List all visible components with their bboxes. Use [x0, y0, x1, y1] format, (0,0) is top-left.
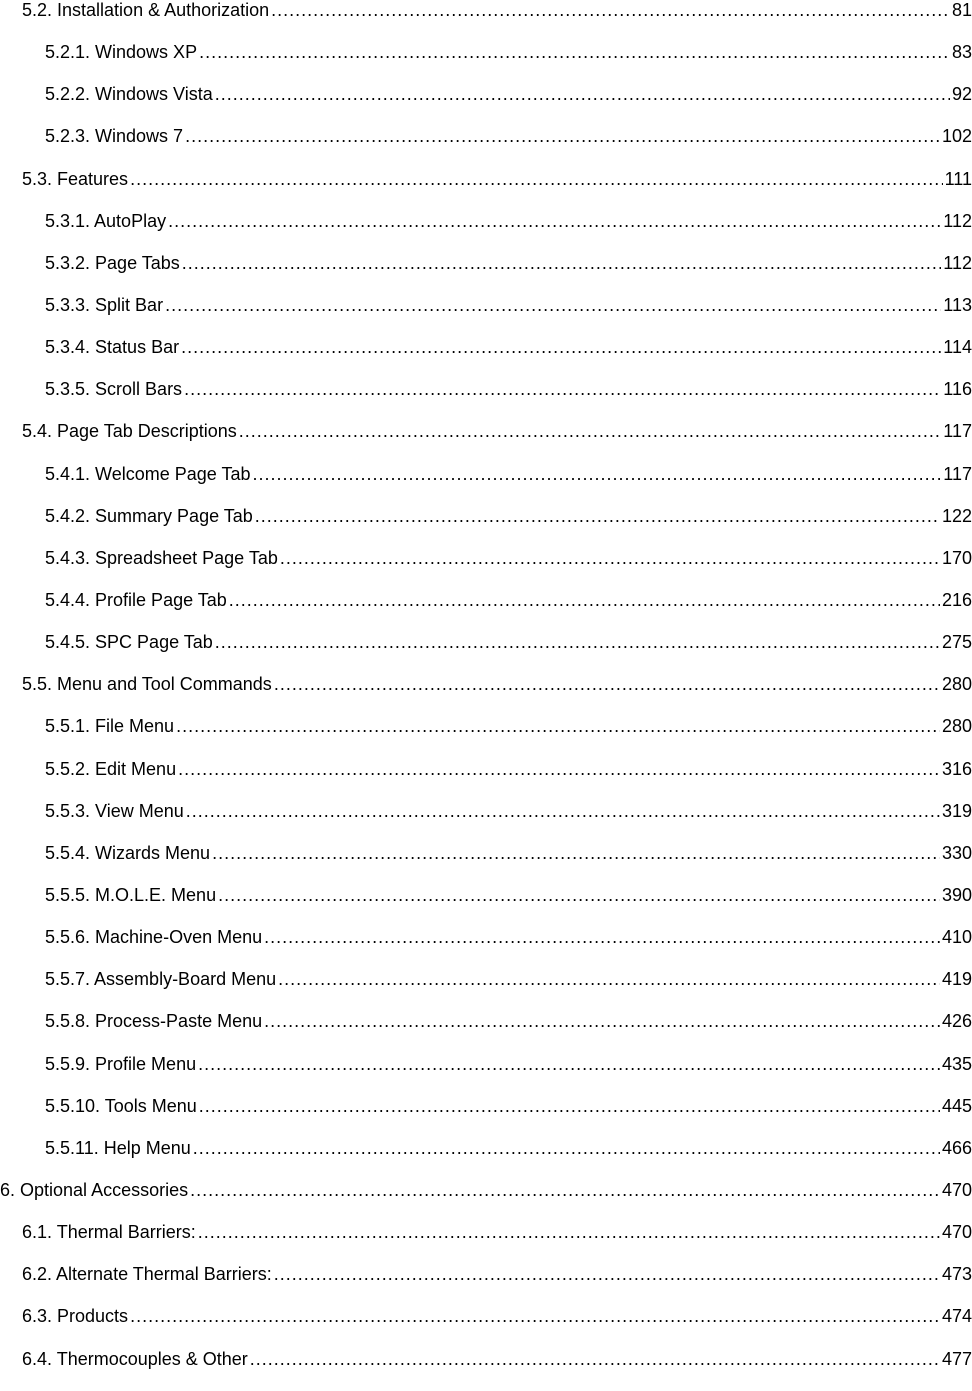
toc-entry-2[interactable] [0, 42, 972, 84]
toc-dot-leader [186, 801, 940, 821]
toc-dot-leader [182, 253, 942, 273]
toc-entry-title: 5.5.1. File Menu [45, 716, 175, 737]
toc-entry-title: 5.2.1. Windows XP [45, 42, 198, 63]
toc-page-number: 280 [941, 716, 972, 737]
toc-entry-24[interactable] [0, 969, 972, 1011]
toc-page-number: 116 [943, 379, 972, 400]
toc-page-number: 83 [951, 42, 972, 63]
toc-dot-leader [199, 1096, 940, 1116]
toc-page-number: 122 [941, 505, 972, 526]
toc-entry-title: 5.4.4. Profile Page Tab [45, 589, 227, 610]
toc-entry-title: 5.5.2. Edit Menu [45, 758, 177, 779]
toc-dot-leader [190, 1180, 940, 1200]
toc-entry-28[interactable] [0, 1138, 972, 1180]
toc-dot-leader [239, 421, 942, 441]
toc-dot-leader [130, 1306, 940, 1326]
toc-dot-leader [185, 126, 940, 146]
toc-page-number: 112 [943, 252, 972, 273]
toc-page-number: 419 [941, 969, 972, 990]
toc-entry-title: 5.2.2. Windows Vista [45, 84, 213, 105]
toc-entry-title: 5.5.8. Process-Paste Menu [45, 1011, 263, 1032]
toc-entry-title: 6.3. Products [22, 1306, 129, 1327]
toc-entry-title: 5.5.3. View Menu [45, 800, 184, 821]
toc-entry-title: 5.3.3. Split Bar [45, 294, 164, 315]
toc-dot-leader [255, 506, 940, 526]
toc-page-number: 216 [941, 589, 972, 610]
toc-page-number: 117 [943, 463, 972, 484]
toc-page-number: 445 [941, 1095, 972, 1116]
toc-entry-10[interactable] [0, 379, 972, 421]
toc-entry-title: 5.3.5. Scroll Bars [45, 379, 183, 400]
toc-dot-leader [130, 169, 943, 189]
toc-entry-29[interactable] [0, 1180, 972, 1222]
toc-entry-title: 5.3.4. Status Bar [45, 337, 180, 358]
toc-page-number: 390 [941, 884, 972, 905]
toc-entry-title: 6. Optional Accessories [0, 1179, 189, 1200]
toc-entry-3[interactable] [0, 84, 972, 126]
toc-dot-leader [178, 759, 940, 779]
toc-dot-leader [212, 843, 940, 863]
toc-entry-title: 5.3.1. AutoPlay [45, 210, 167, 231]
toc-page-number: 316 [941, 758, 972, 779]
toc-entry-5[interactable] [0, 169, 972, 211]
toc-dot-leader [165, 295, 941, 315]
toc-entry-20[interactable] [0, 801, 972, 843]
toc-entry-4[interactable] [0, 126, 972, 168]
toc-entry-9[interactable] [0, 337, 972, 379]
toc-page-number: 280 [941, 674, 972, 695]
toc-entry-title: 5.4. Page Tab Descriptions [22, 421, 237, 442]
toc-dot-leader [176, 716, 940, 736]
toc-entry-title: 5.5. Menu and Tool Commands [22, 674, 272, 695]
toc-page-number: 81 [951, 0, 972, 20]
toc-entry-title: 6.2. Alternate Thermal Barriers: [22, 1264, 272, 1285]
toc-entry-title: 5.5.5. M.O.L.E. Menu [45, 884, 217, 905]
toc-entry-19[interactable] [0, 759, 972, 801]
toc-entry-title: 5.5.10. Tools Menu [45, 1095, 197, 1116]
toc-dot-leader [280, 548, 940, 568]
toc-dot-leader [264, 1011, 940, 1031]
toc-page-number: 113 [943, 294, 972, 315]
toc-entry-title: 5.4.3. Spreadsheet Page Tab [45, 547, 278, 568]
toc-dot-leader [271, 0, 950, 20]
toc-entry-title: 5.3. Features [22, 168, 129, 189]
toc-page-number: 470 [941, 1179, 972, 1200]
toc-dot-leader [199, 42, 950, 62]
toc-entry-title: 5.4.1. Welcome Page Tab [45, 463, 251, 484]
toc-page-number: 474 [941, 1306, 972, 1327]
toc-dot-leader [250, 1349, 940, 1369]
toc-page-number: 330 [941, 842, 972, 863]
toc-page-number: 435 [941, 1053, 972, 1074]
toc-entry-32[interactable] [0, 1306, 972, 1348]
toc-entry-30[interactable] [0, 1222, 972, 1264]
toc-dot-leader [193, 1138, 940, 1158]
toc-entry-title: 5.5.11. Help Menu [45, 1137, 191, 1158]
toc-entry-6[interactable] [0, 211, 972, 253]
toc-entry-25[interactable] [0, 1011, 972, 1053]
toc-entry-13[interactable] [0, 506, 972, 548]
toc-entry-18[interactable] [0, 716, 972, 758]
toc-dot-leader [229, 590, 940, 610]
toc-page-number: 473 [941, 1264, 972, 1285]
toc-entry-title: 6.1. Thermal Barriers: [22, 1222, 196, 1243]
toc-dot-leader [215, 84, 950, 104]
toc-dot-leader [215, 632, 940, 652]
toc-entry-33[interactable] [0, 1349, 972, 1391]
toc-entry-title: 5.5.9. Profile Menu [45, 1053, 197, 1074]
toc-entry-title: 5.2.3. Windows 7 [45, 126, 184, 147]
toc-page-number: 112 [943, 210, 972, 231]
toc-dot-leader [184, 379, 941, 399]
toc-entry-11[interactable] [0, 421, 972, 463]
toc-page-number: 111 [944, 168, 972, 189]
toc-dot-leader [274, 1264, 940, 1284]
toc-dot-leader [218, 885, 940, 905]
toc-entry-14[interactable] [0, 548, 972, 590]
toc-entry-27[interactable] [0, 1096, 972, 1138]
toc-page-number: 477 [941, 1348, 972, 1369]
toc-page-number: 92 [951, 84, 972, 105]
toc-page-number: 466 [941, 1137, 972, 1158]
toc-dot-leader [198, 1222, 940, 1242]
toc-entry-26[interactable] [0, 1054, 972, 1096]
toc-entry-16[interactable] [0, 632, 972, 674]
toc-dot-leader [274, 674, 940, 694]
toc-entry-title: 5.3.2. Page Tabs [45, 252, 180, 273]
toc-entry-21[interactable] [0, 843, 972, 885]
toc-page-number: 426 [941, 1011, 972, 1032]
toc-page-number: 170 [941, 547, 972, 568]
toc-dot-leader [278, 969, 940, 989]
toc-entry-7[interactable] [0, 253, 972, 295]
toc-dot-leader [168, 211, 941, 231]
toc-entry-17[interactable] [0, 674, 972, 716]
toc-entry-title: 5.4.2. Summary Page Tab [45, 505, 253, 526]
toc-page-number: 470 [941, 1222, 972, 1243]
toc-entry-22[interactable] [0, 885, 972, 927]
toc-entry-31[interactable] [0, 1264, 972, 1306]
toc-page-number: 319 [941, 800, 972, 821]
toc-dot-leader [181, 337, 941, 357]
toc-entry-15[interactable] [0, 590, 972, 632]
toc-entry-title: 5.4.5. SPC Page Tab [45, 632, 213, 653]
toc-dot-leader [252, 464, 941, 484]
toc-entry-1[interactable] [0, 0, 972, 42]
toc-dot-leader [264, 927, 940, 947]
toc-entry-23[interactable] [0, 927, 972, 969]
toc-entry-8[interactable] [0, 295, 972, 337]
toc-dot-leader [198, 1054, 940, 1074]
toc-entry-title: 5.2. Installation & Authorization [22, 0, 270, 20]
toc-page-number: 117 [943, 421, 972, 442]
toc-entry-title: 5.5.6. Machine-Oven Menu [45, 927, 263, 948]
toc-page-number: 114 [943, 337, 972, 358]
toc-entry-title: 5.5.7. Assembly-Board Menu [45, 969, 277, 990]
toc-entry-12[interactable] [0, 464, 972, 506]
toc-page-number: 410 [941, 927, 972, 948]
toc-page-number: 275 [941, 632, 972, 653]
toc-page-number: 102 [941, 126, 972, 147]
toc-entry-title: 6.4. Thermocouples & Other [22, 1348, 248, 1369]
toc-entry-title: 5.5.4. Wizards Menu [45, 842, 211, 863]
